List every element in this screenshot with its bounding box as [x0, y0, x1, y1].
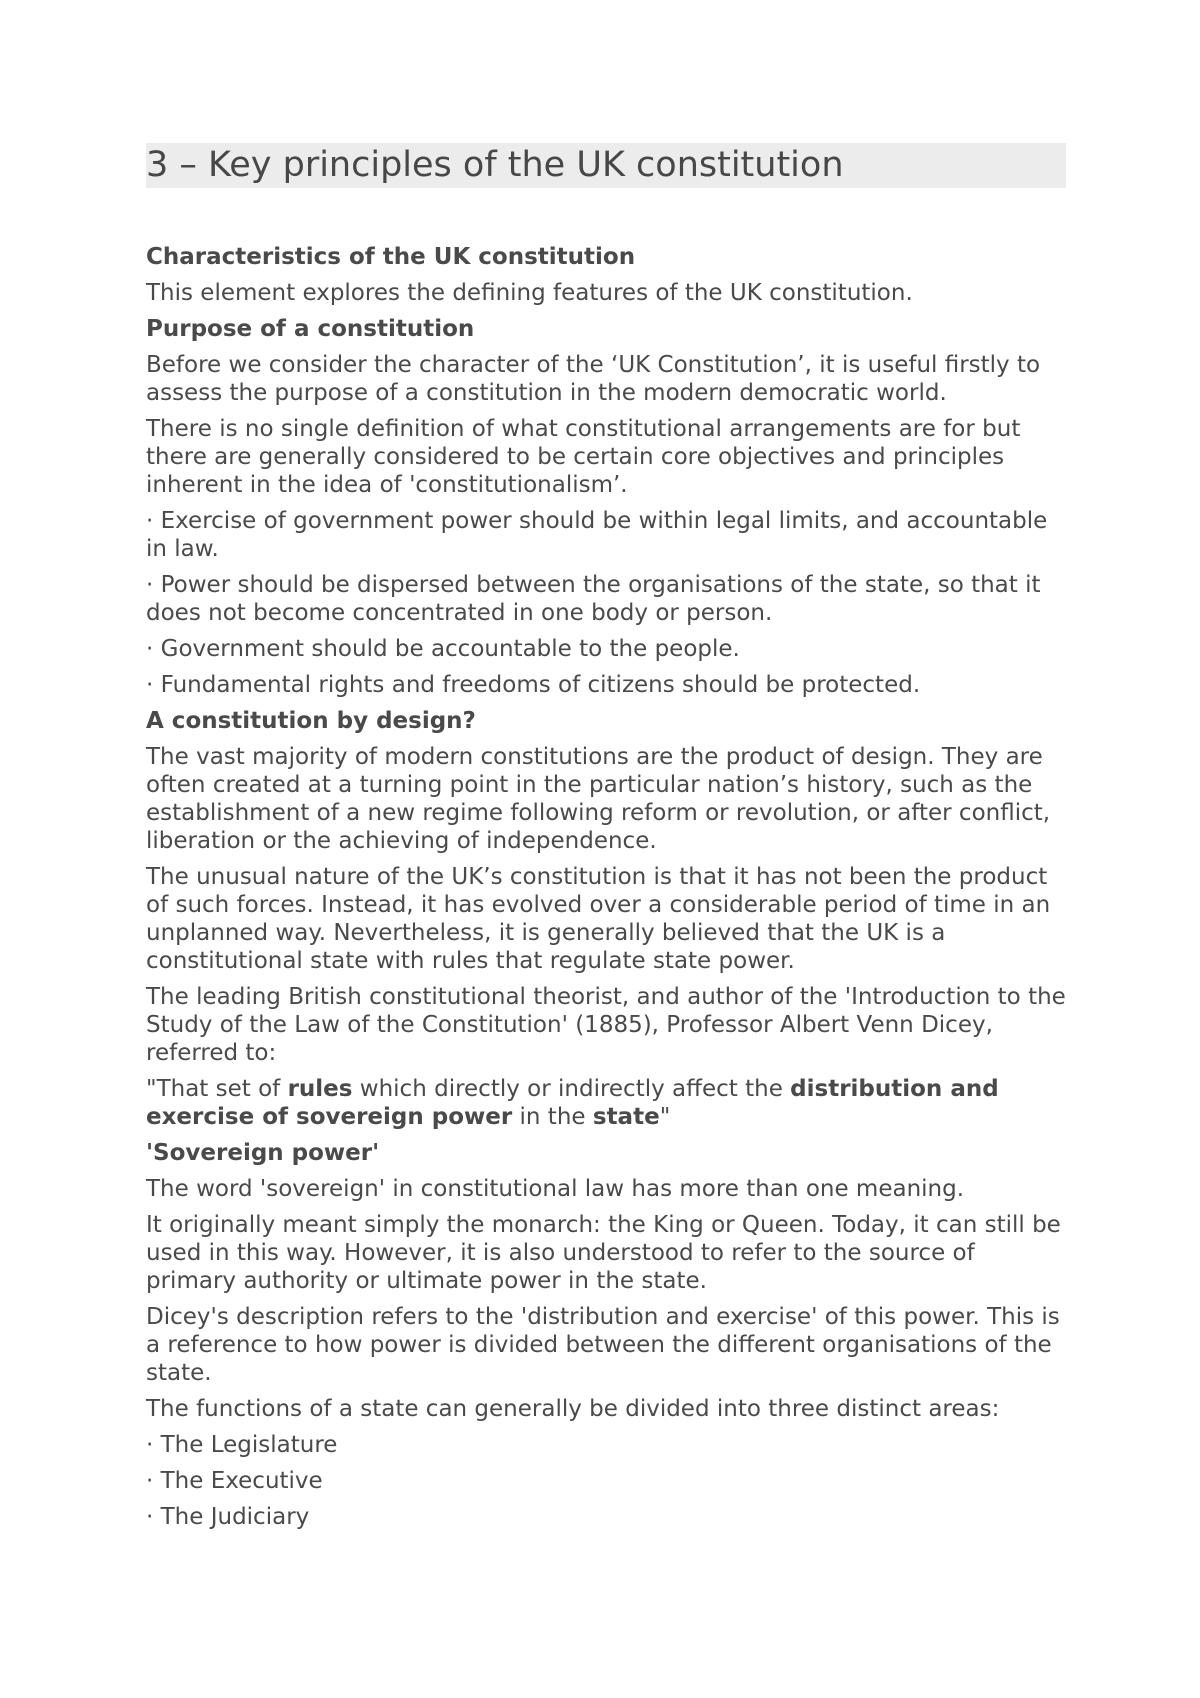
- title-bar: [146, 143, 1066, 188]
- paragraph-purpose-2: There is no single definition of what constitutional arrangements are for but there are generally considered to be certain core objectives and principles inherent in the idea of 'constitutionalism’.: [146, 416, 1021, 498]
- quote-text: which directly or indirectly affect the: [352, 1076, 791, 1102]
- bullet-item: · Government should be accountable to the people.: [146, 636, 740, 662]
- quote-text: "That set of: [146, 1076, 288, 1102]
- quote-bold-text: state: [592, 1104, 660, 1130]
- quote-text: ": [659, 1104, 671, 1130]
- quote-text: in the: [512, 1104, 593, 1130]
- heading-purpose: Purpose of a constitution: [146, 316, 475, 342]
- heading-characteristics: Characteristics of the UK constitution: [146, 244, 636, 270]
- paragraph-sovereign-1: The word 'sovereign' in constitutional law has more than one meaning.: [146, 1176, 965, 1202]
- dicey-quote: [146, 1075, 1066, 1131]
- bullet-item: · Fundamental rights and freedoms of citizens should be protected.: [146, 672, 921, 698]
- paragraph-sovereign-3: Dicey's description refers to the 'distribution and exercise' of this power. This is a reference to how power is divided between the different organisations of the state.: [146, 1304, 1060, 1386]
- paragraph-purpose-1: Before we consider the character of the ‘UK Constitution’, it is useful firstly to assess the purpose of a constitution in the modern democratic world.: [146, 352, 1041, 406]
- bullet-item: · The Judiciary: [146, 1504, 310, 1530]
- quote-bold-text: rules: [287, 1076, 353, 1102]
- page-title: 3 – Key principles of the UK constitution: [146, 145, 844, 185]
- paragraph-design-1: The vast majority of modern constitutions are the product of design. They are often created at a turning point in the particular nation’s history, such as the establishment of a new regime following reform or revolution, or after conflict, liberation or the achieving of independence.: [146, 744, 1051, 854]
- bullet-item: · Exercise of government power should be within legal limits, and accountable in law.: [146, 508, 1048, 562]
- paragraph-design-2: The unusual nature of the UK’s constitution is that it has not been the product of such forces. Instead, it has evolved over a considerable period of time in an unplanned way. Nevertheless, it is generally believed that the UK is a constitutional state with rules that regulate state power.: [146, 864, 1051, 974]
- document-page: [146, 143, 1066, 1539]
- paragraph-sovereign-2: It originally meant simply the monarch: the King or Queen. Today, it can still be used in this way. However, it is also understood to refer to the source of primary authority or ultimate power in the state.: [146, 1212, 1061, 1294]
- quote-bold-text: distribution and exercise of sovereign power: [146, 1076, 999, 1130]
- bullet-item: · The Legislature: [146, 1432, 338, 1458]
- bullet-item: · The Executive: [146, 1468, 323, 1494]
- bullet-item: · Power should be dispersed between the organisations of the state, so that it does not become concentrated in one body or person.: [146, 572, 1041, 626]
- paragraph-sovereign-4: The functions of a state can generally be divided into three distinct areas:: [146, 1396, 1000, 1422]
- heading-sovereign: 'Sovereign power': [146, 1140, 380, 1166]
- heading-design: A constitution by design?: [146, 708, 476, 734]
- paragraph-characteristics: This element explores the defining features of the UK constitution.: [146, 280, 913, 306]
- paragraph-design-3: The leading British constitutional theorist, and author of the 'Introduction to the Study of the Law of the Constitution' (1885), Professor Albert Venn Dicey, referred to:: [146, 984, 1066, 1066]
